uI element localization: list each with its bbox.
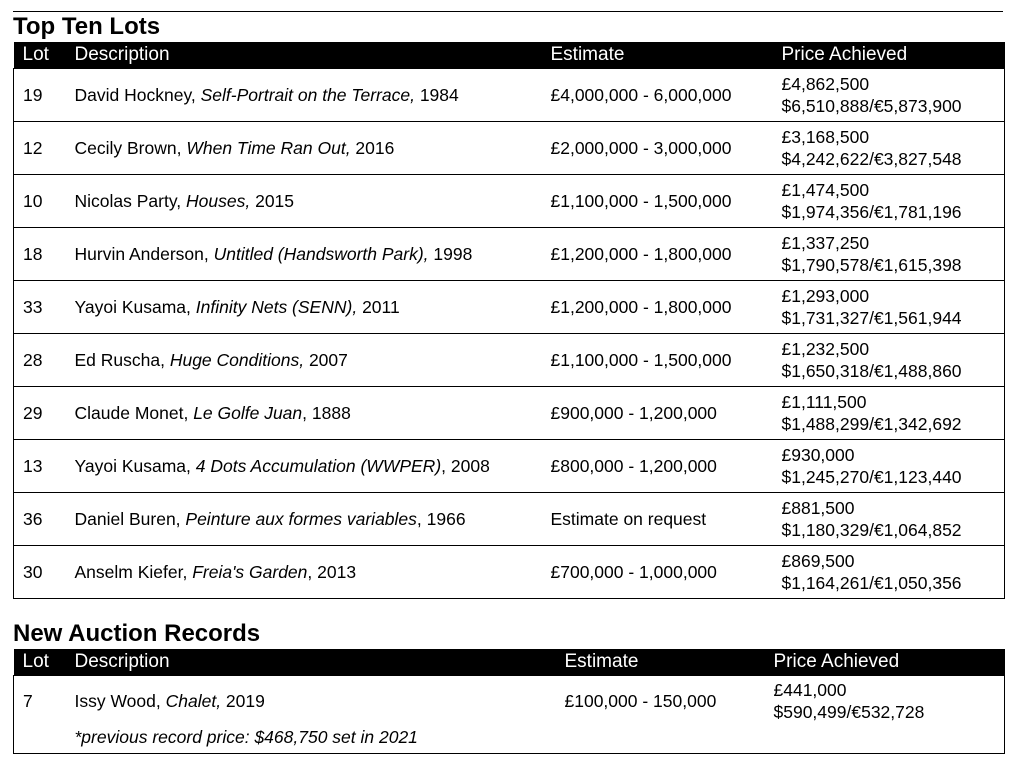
work-year: 2007 xyxy=(304,350,348,370)
price-usd-eur: $1,488,299/€1,342,692 xyxy=(781,414,962,434)
description-cell xyxy=(66,334,542,387)
price-gbp: £1,232,500 xyxy=(781,339,870,359)
description-cell xyxy=(66,493,542,546)
work-year: 2015 xyxy=(250,191,295,211)
artist-name: Claude Monet, xyxy=(74,403,194,423)
price-cell xyxy=(773,440,1005,493)
table-row xyxy=(14,387,1005,440)
estimate-cell: £1,100,000 - 1,500,000 xyxy=(542,334,773,387)
price-usd-eur: $1,650,318/€1,488,860 xyxy=(781,361,962,381)
header-description: Description xyxy=(66,649,556,676)
price-gbp: £1,474,500 xyxy=(781,180,870,200)
header-description: Description xyxy=(66,42,542,69)
price-gbp: £1,337,250 xyxy=(781,233,870,253)
top-ten-table xyxy=(13,42,1005,599)
price-usd-eur: $1,245,270/€1,123,440 xyxy=(781,467,962,487)
table-row xyxy=(14,175,1005,228)
lot-cell: 19 xyxy=(14,69,66,122)
lot-cell: 28 xyxy=(14,334,66,387)
header-lot: Lot xyxy=(14,42,66,69)
price-gbp: £1,111,500 xyxy=(781,392,867,412)
price-cell xyxy=(773,387,1005,440)
estimate-cell: £100,000 - 150,000 xyxy=(564,691,717,711)
estimate-cell: £1,200,000 - 1,800,000 xyxy=(542,228,773,281)
lot-cell: 10 xyxy=(14,175,66,228)
lot-cell: 18 xyxy=(14,228,66,281)
price-gbp: £881,500 xyxy=(781,498,855,518)
price-usd-eur: $1,790,578/€1,615,398 xyxy=(781,255,962,275)
estimate-cell: £1,100,000 - 1,500,000 xyxy=(542,175,773,228)
table-row xyxy=(14,493,1005,546)
lot-cell: 7 xyxy=(23,691,33,711)
price-gbp: £441,000 xyxy=(773,680,847,700)
work-year: 1998 xyxy=(428,244,473,264)
lot-cell: 33 xyxy=(14,281,66,334)
price-cell xyxy=(773,493,1005,546)
price-cell xyxy=(773,122,1005,175)
price-gbp: £1,293,000 xyxy=(781,286,870,306)
price-cell xyxy=(773,228,1005,281)
lot-cell: 12 xyxy=(14,122,66,175)
work-title: Peinture aux formes variables xyxy=(185,509,417,529)
lot-cell: 13 xyxy=(14,440,66,493)
artist-name: Anselm Kiefer, xyxy=(74,562,193,582)
description-cell xyxy=(66,387,542,440)
header-price-achieved: Price Achieved xyxy=(765,649,1005,676)
work-year: 2019 xyxy=(221,691,265,711)
description-cell xyxy=(66,228,542,281)
lot-cell: 29 xyxy=(14,387,66,440)
work-title: When Time Ran Out, xyxy=(186,138,351,158)
price-usd-eur: $1,731,327/€1,561,944 xyxy=(781,308,962,328)
price-cell xyxy=(765,676,1005,727)
work-title: Huge Conditions, xyxy=(169,350,305,370)
record-note-text: *previous record price: $468,750 set in 2021 xyxy=(74,727,418,747)
artist-name: Yayoi Kusama, xyxy=(74,456,196,476)
new-records-table xyxy=(13,649,1005,754)
description-cell xyxy=(66,69,542,122)
header-estimate: Estimate xyxy=(556,649,765,676)
price-usd-eur: $1,164,261/€1,050,356 xyxy=(781,573,962,593)
artist-name: Daniel Buren, xyxy=(74,509,186,529)
work-year: 2011 xyxy=(357,297,400,317)
estimate-cell: £800,000 - 1,200,000 xyxy=(542,440,773,493)
header-price-achieved: Price Achieved xyxy=(773,42,1005,69)
table-row xyxy=(14,546,1005,599)
price-cell xyxy=(773,334,1005,387)
price-gbp: £869,500 xyxy=(781,551,855,571)
table-row xyxy=(14,122,1005,175)
estimate-cell: £1,200,000 - 1,800,000 xyxy=(542,281,773,334)
description-cell xyxy=(66,281,542,334)
price-cell xyxy=(773,546,1005,599)
price-usd-eur: $6,510,888/€5,873,900 xyxy=(781,96,962,116)
estimate-cell: £700,000 - 1,000,000 xyxy=(542,546,773,599)
records-header-row xyxy=(14,649,1005,676)
lot-cell: 36 xyxy=(14,493,66,546)
table-row xyxy=(14,334,1005,387)
header-estimate: Estimate xyxy=(542,42,773,69)
header-lot: Lot xyxy=(14,649,66,676)
top-rule xyxy=(13,11,1003,12)
price-usd-eur: $1,974,356/€1,781,196 xyxy=(781,202,962,222)
estimate-cell: Estimate on request xyxy=(542,493,773,546)
top-ten-title: Top Ten Lots xyxy=(13,13,161,40)
table-row xyxy=(14,440,1005,493)
description-cell xyxy=(66,676,556,727)
work-year: , 2008 xyxy=(441,456,490,476)
description-cell xyxy=(66,122,542,175)
work-title: Houses, xyxy=(186,191,251,211)
work-title: Le Golfe Juan xyxy=(193,403,303,423)
price-cell xyxy=(773,69,1005,122)
artist-name: Nicolas Party, xyxy=(74,191,187,211)
table-row xyxy=(14,281,1005,334)
record-note xyxy=(66,726,1005,754)
work-title: Infinity Nets (SENN), xyxy=(195,297,358,317)
work-year: , 1966 xyxy=(416,509,466,529)
estimate-cell: £4,000,000 - 6,000,000 xyxy=(542,69,773,122)
description-cell xyxy=(66,546,542,599)
top-ten-header-row xyxy=(14,42,1005,69)
work-year: , 2013 xyxy=(307,562,357,582)
work-title: 4 Dots Accumulation (WWPER) xyxy=(195,456,442,476)
estimate-cell: £2,000,000 - 3,000,000 xyxy=(542,122,773,175)
artist-name: Hurvin Anderson, xyxy=(74,244,214,264)
artist-name: David Hockney, xyxy=(74,85,201,105)
work-title: Freia's Garden xyxy=(192,562,308,582)
work-year: 2016 xyxy=(350,138,395,158)
price-gbp: £3,168,500 xyxy=(781,127,870,147)
price-cell xyxy=(773,281,1005,334)
artist-name: Yayoi Kusama, xyxy=(74,297,196,317)
price-usd-eur: $4,242,622/€3,827,548 xyxy=(781,149,962,169)
estimate-cell: £900,000 - 1,200,000 xyxy=(542,387,773,440)
table-row xyxy=(14,676,1005,727)
description-cell xyxy=(66,440,542,493)
work-title: Self-Portrait on the Terrace, xyxy=(200,85,415,105)
work-year: 1984 xyxy=(414,85,459,105)
price-usd-eur: $590,499/€532,728 xyxy=(773,702,925,722)
lot-cell: 30 xyxy=(14,546,66,599)
price-cell xyxy=(773,175,1005,228)
artist-name: Cecily Brown, xyxy=(74,138,187,158)
work-title: Chalet, xyxy=(165,691,222,711)
record-note-row xyxy=(14,726,1005,754)
artist-name: Ed Ruscha, xyxy=(74,350,170,370)
work-title: Untitled (Handsworth Park), xyxy=(213,244,429,264)
price-usd-eur: $1,180,329/€1,064,852 xyxy=(781,520,962,540)
price-gbp: £4,862,500 xyxy=(781,74,870,94)
work-year: , 1888 xyxy=(302,403,351,423)
description-cell xyxy=(66,175,542,228)
price-gbp: £930,000 xyxy=(781,445,855,465)
table-row xyxy=(14,69,1005,122)
note-spacer xyxy=(14,726,66,754)
new-records-title: New Auction Records xyxy=(13,620,261,647)
table-row xyxy=(14,228,1005,281)
artist-name: Issy Wood, xyxy=(74,691,166,711)
